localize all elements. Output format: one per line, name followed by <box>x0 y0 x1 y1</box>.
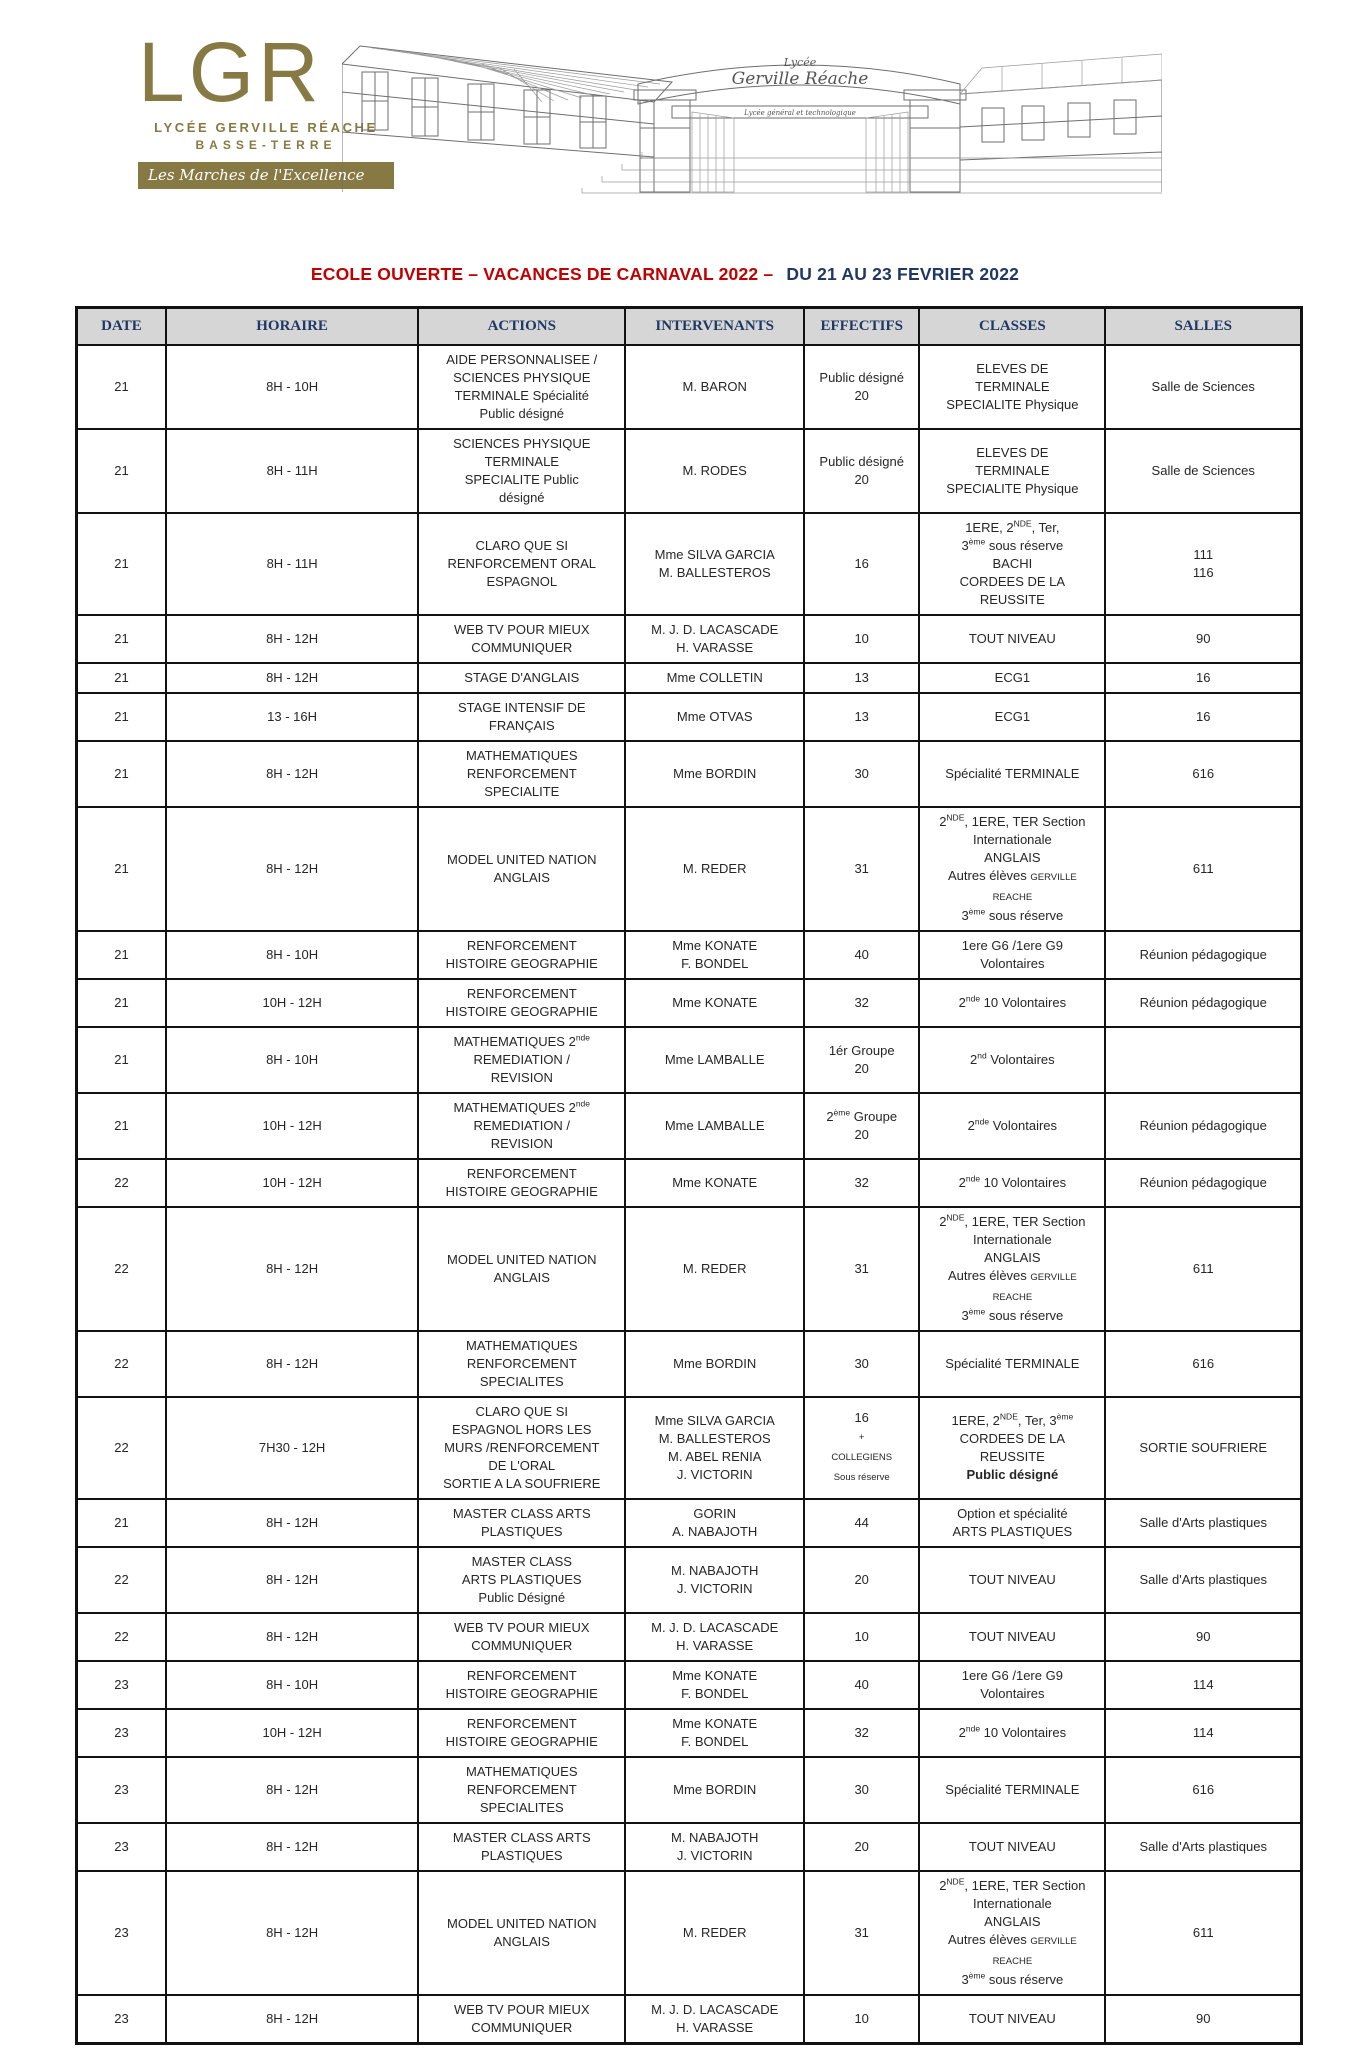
cell-classes: TOUT NIVEAU <box>919 1547 1105 1613</box>
cell-intervenants: M. REDER <box>625 1207 804 1331</box>
cell-horaire: 8H - 10H <box>166 931 418 979</box>
cell-classes: 1ere G6 /1ere G9 Volontaires <box>919 1661 1105 1709</box>
cell-date: 21 <box>77 979 166 1027</box>
cell-salles: 111 116 <box>1105 513 1301 615</box>
cell-horaire: 8H - 12H <box>166 807 418 931</box>
logo-school-name: LYCÉE GERVILLE RÉACHE <box>154 120 378 135</box>
cell-date: 21 <box>77 693 166 741</box>
gate-sign-top: Lycée <box>783 56 817 69</box>
cell-horaire: 10H - 12H <box>166 1159 418 1207</box>
cell-intervenants: Mme LAMBALLE <box>625 1027 804 1093</box>
cell-intervenants: M. NABAJOTH J. VICTORIN <box>625 1823 804 1871</box>
cell-actions: SCIENCES PHYSIQUE TERMINALE SPECIALITE Public désigné <box>418 429 625 513</box>
table-row <box>77 1613 1302 1661</box>
cell-actions: WEB TV POUR MIEUX COMMUNIQUER <box>418 615 625 663</box>
cell-horaire: 8H - 12H <box>166 663 418 693</box>
cell-salles: Salle de Sciences <box>1105 429 1301 513</box>
table-row <box>77 1823 1302 1871</box>
cell-salles: Réunion pédagogique <box>1105 979 1301 1027</box>
table-row <box>77 741 1302 807</box>
cell-actions: MODEL UNITED NATION ANGLAIS <box>418 807 625 931</box>
cell-actions: CLARO QUE SI ESPAGNOL HORS LES MURS /RENFORCEMENT DE L'ORAL SORTIE A LA SOUFRIERE <box>418 1397 625 1499</box>
table-row <box>77 1995 1302 2044</box>
cell-salles: Réunion pédagogique <box>1105 1093 1301 1159</box>
cell-intervenants: M. RODES <box>625 429 804 513</box>
cell-horaire: 8H - 10H <box>166 1027 418 1093</box>
cell-effectifs: 32 <box>804 979 919 1027</box>
cell-intervenants: M. J. D. LACASCADE H. VARASSE <box>625 1995 804 2044</box>
cell-effectifs: Public désigné 20 <box>804 429 919 513</box>
table-row <box>77 1661 1302 1709</box>
cell-intervenants: M. BARON <box>625 345 804 429</box>
cell-salles: 114 <box>1105 1709 1301 1757</box>
cell-horaire: 8H - 12H <box>166 1871 418 1995</box>
cell-actions: MATHEMATIQUES RENFORCEMENT SPECIALITES <box>418 1331 625 1397</box>
logo-city: BASSE-TERRE <box>195 138 337 152</box>
column-header: CLASSES <box>919 308 1105 346</box>
cell-intervenants: Mme BORDIN <box>625 1757 804 1823</box>
cell-actions: RENFORCEMENT HISTOIRE GEOGRAPHIE <box>418 1661 625 1709</box>
column-header: DATE <box>77 308 166 346</box>
document-title <box>0 264 1330 285</box>
cell-horaire: 8H - 11H <box>166 429 418 513</box>
cell-intervenants: M. REDER <box>625 1871 804 1995</box>
cell-actions: MASTER CLASS ARTS PLASTIQUES <box>418 1823 625 1871</box>
cell-effectifs: 40 <box>804 931 919 979</box>
table-row <box>77 1397 1302 1499</box>
cell-classes: 1ERE, 2NDE, Ter, 3ème CORDEES DE LA REUSSITE Public désigné <box>919 1397 1105 1499</box>
cell-date: 21 <box>77 931 166 979</box>
cell-date: 22 <box>77 1207 166 1331</box>
cell-classes: ELEVES DE TERMINALE SPECIALITE Physique <box>919 429 1105 513</box>
table-row <box>77 1709 1302 1757</box>
cell-date: 23 <box>77 1823 166 1871</box>
cell-intervenants: Mme SILVA GARCIA M. BALLESTEROS M. ABEL RENIA J. VICTORIN <box>625 1397 804 1499</box>
table-row <box>77 1499 1302 1547</box>
table-row <box>77 693 1302 741</box>
cell-horaire: 13 - 16H <box>166 693 418 741</box>
cell-actions: MASTER CLASS ARTS PLASTIQUES Public Désigné <box>418 1547 625 1613</box>
title-dates: DU 21 AU 23 FEVRIER 2022 <box>786 264 1020 284</box>
cell-horaire: 8H - 11H <box>166 513 418 615</box>
cell-effectifs: 31 <box>804 1207 919 1331</box>
cell-intervenants: Mme BORDIN <box>625 1331 804 1397</box>
table-row <box>77 345 1302 429</box>
cell-classes: 2NDE, 1ERE, TER Section Internationale ANGLAIS Autres élèves GERVILLE REACHE 3ème sous réserve <box>919 807 1105 931</box>
cell-classes: TOUT NIVEAU <box>919 1995 1105 2044</box>
cell-date: 22 <box>77 1331 166 1397</box>
cell-date: 22 <box>77 1159 166 1207</box>
cell-actions: MODEL UNITED NATION ANGLAIS <box>418 1871 625 1995</box>
cell-horaire: 10H - 12H <box>166 1093 418 1159</box>
cell-actions: MATHEMATIQUES 2nde REMEDIATION / REVISION <box>418 1027 625 1093</box>
cell-classes: TOUT NIVEAU <box>919 1823 1105 1871</box>
cell-actions: CLARO QUE SI RENFORCEMENT ORAL ESPAGNOL <box>418 513 625 615</box>
table-row <box>77 1871 1302 1995</box>
cell-horaire: 8H - 12H <box>166 1547 418 1613</box>
cell-classes: Option et spécialité ARTS PLASTIQUES <box>919 1499 1105 1547</box>
cell-intervenants: Mme COLLETIN <box>625 663 804 693</box>
cell-intervenants: Mme KONATE <box>625 1159 804 1207</box>
cell-effectifs: 10 <box>804 1995 919 2044</box>
cell-actions: RENFORCEMENT HISTOIRE GEOGRAPHIE <box>418 931 625 979</box>
cell-effectifs: 32 <box>804 1709 919 1757</box>
cell-intervenants: Mme KONATE F. BONDEL <box>625 1709 804 1757</box>
cell-classes: TOUT NIVEAU <box>919 1613 1105 1661</box>
cell-classes: 1ERE, 2NDE, Ter, 3ème sous réserve BACHI CORDEES DE LA REUSSITE <box>919 513 1105 615</box>
cell-salles: Salle d'Arts plastiques <box>1105 1547 1301 1613</box>
cell-salles: 90 <box>1105 615 1301 663</box>
cell-classes: ECG1 <box>919 693 1105 741</box>
cell-salles: 611 <box>1105 1871 1301 1995</box>
table-row <box>77 513 1302 615</box>
cell-salles: 616 <box>1105 1331 1301 1397</box>
cell-date: 21 <box>77 615 166 663</box>
column-header: HORAIRE <box>166 308 418 346</box>
cell-classes: ELEVES DE TERMINALE SPECIALITE Physique <box>919 345 1105 429</box>
cell-classes: Spécialité TERMINALE <box>919 1331 1105 1397</box>
cell-actions: RENFORCEMENT HISTOIRE GEOGRAPHIE <box>418 1159 625 1207</box>
cell-salles: 90 <box>1105 1613 1301 1661</box>
table-row <box>77 1093 1302 1159</box>
cell-effectifs: 31 <box>804 1871 919 1995</box>
cell-effectifs: 40 <box>804 1661 919 1709</box>
cell-classes: 2nde 10 Volontaires <box>919 1709 1105 1757</box>
cell-effectifs: 1ér Groupe 20 <box>804 1027 919 1093</box>
cell-effectifs: 32 <box>804 1159 919 1207</box>
cell-horaire: 8H - 12H <box>166 1613 418 1661</box>
cell-classes: 2nd Volontaires <box>919 1027 1105 1093</box>
cell-classes: Spécialité TERMINALE <box>919 741 1105 807</box>
cell-horaire: 8H - 12H <box>166 615 418 663</box>
cell-effectifs: 13 <box>804 693 919 741</box>
cell-salles: 16 <box>1105 663 1301 693</box>
cell-actions: MASTER CLASS ARTS PLASTIQUES <box>418 1499 625 1547</box>
cell-salles: 16 <box>1105 693 1301 741</box>
cell-effectifs: 16 + COLLEGIENS Sous réserve <box>804 1397 919 1499</box>
table-row <box>77 1207 1302 1331</box>
column-header: ACTIONS <box>418 308 625 346</box>
table-row <box>77 1757 1302 1823</box>
cell-date: 21 <box>77 1499 166 1547</box>
cell-date: 21 <box>77 1027 166 1093</box>
cell-classes: ECG1 <box>919 663 1105 693</box>
cell-actions: STAGE D'ANGLAIS <box>418 663 625 693</box>
cell-horaire: 8H - 12H <box>166 1823 418 1871</box>
cell-horaire: 7H30 - 12H <box>166 1397 418 1499</box>
cell-salles: 90 <box>1105 1995 1301 2044</box>
cell-effectifs: 20 <box>804 1547 919 1613</box>
column-header: SALLES <box>1105 308 1301 346</box>
cell-salles: 611 <box>1105 1207 1301 1331</box>
cell-horaire: 8H - 12H <box>166 741 418 807</box>
cell-effectifs: 2ème Groupe 20 <box>804 1093 919 1159</box>
table-header-row <box>77 308 1302 346</box>
schedule-table <box>75 306 1303 2045</box>
cell-horaire: 8H - 10H <box>166 1661 418 1709</box>
cell-intervenants: Mme LAMBALLE <box>625 1093 804 1159</box>
gate-sign-main: Gerville Réache <box>731 69 869 89</box>
cell-classes: 2nde Volontaires <box>919 1093 1105 1159</box>
cell-actions: RENFORCEMENT HISTOIRE GEOGRAPHIE <box>418 1709 625 1757</box>
table-row <box>77 663 1302 693</box>
cell-horaire: 8H - 12H <box>166 1757 418 1823</box>
cell-actions: WEB TV POUR MIEUX COMMUNIQUER <box>418 1613 625 1661</box>
campus-drawing <box>342 32 1162 197</box>
cell-horaire: 8H - 12H <box>166 1331 418 1397</box>
cell-date: 22 <box>77 1397 166 1499</box>
cell-date: 21 <box>77 429 166 513</box>
cell-actions: MATHEMATIQUES RENFORCEMENT SPECIALITE <box>418 741 625 807</box>
cell-actions: WEB TV POUR MIEUX COMMUNIQUER <box>418 1995 625 2044</box>
cell-effectifs: 30 <box>804 741 919 807</box>
cell-salles: 611 <box>1105 807 1301 931</box>
table-row <box>77 1331 1302 1397</box>
cell-intervenants: M. REDER <box>625 807 804 931</box>
cell-effectifs: Public désigné 20 <box>804 345 919 429</box>
table-row <box>77 807 1302 931</box>
cell-date: 21 <box>77 513 166 615</box>
cell-horaire: 8H - 12H <box>166 1995 418 2044</box>
table-row <box>77 429 1302 513</box>
cell-actions: STAGE INTENSIF DE FRANÇAIS <box>418 693 625 741</box>
cell-intervenants: Mme OTVAS <box>625 693 804 741</box>
cell-date: 23 <box>77 1995 166 2044</box>
cell-salles: Réunion pédagogique <box>1105 931 1301 979</box>
cell-effectifs: 10 <box>804 1613 919 1661</box>
cell-effectifs: 16 <box>804 513 919 615</box>
cell-actions: MODEL UNITED NATION ANGLAIS <box>418 1207 625 1331</box>
cell-intervenants: GORIN A. NABAJOTH <box>625 1499 804 1547</box>
cell-horaire: 10H - 12H <box>166 1709 418 1757</box>
cell-actions: MATHEMATIQUES 2nde REMEDIATION / REVISION <box>418 1093 625 1159</box>
cell-salles: 616 <box>1105 741 1301 807</box>
cell-date: 21 <box>77 741 166 807</box>
cell-effectifs: 30 <box>804 1757 919 1823</box>
cell-salles: 616 <box>1105 1757 1301 1823</box>
table-row <box>77 615 1302 663</box>
campus-drawing-svg <box>342 32 1162 197</box>
cell-classes: 2nde 10 Volontaires <box>919 979 1105 1027</box>
cell-effectifs: 44 <box>804 1499 919 1547</box>
cell-classes: 1ere G6 /1ere G9 Volontaires <box>919 931 1105 979</box>
cell-salles: Réunion pédagogique <box>1105 1159 1301 1207</box>
cell-effectifs: 13 <box>804 663 919 693</box>
cell-classes: TOUT NIVEAU <box>919 615 1105 663</box>
table-row <box>77 1547 1302 1613</box>
cell-intervenants: Mme SILVA GARCIA M. BALLESTEROS <box>625 513 804 615</box>
cell-classes: 2NDE, 1ERE, TER Section Internationale ANGLAIS Autres élèves GERVILLE REACHE 3ème sous réserve <box>919 1207 1105 1331</box>
cell-intervenants: Mme KONATE F. BONDEL <box>625 931 804 979</box>
cell-date: 21 <box>77 663 166 693</box>
table-row <box>77 1027 1302 1093</box>
table-row <box>77 979 1302 1027</box>
cell-salles: SORTIE SOUFRIERE <box>1105 1397 1301 1499</box>
logo-acronym: LGR <box>138 25 323 119</box>
cell-date: 22 <box>77 1613 166 1661</box>
cell-horaire: 8H - 12H <box>166 1499 418 1547</box>
cell-date: 23 <box>77 1709 166 1757</box>
cell-effectifs: 30 <box>804 1331 919 1397</box>
cell-intervenants: Mme KONATE F. BONDEL <box>625 1661 804 1709</box>
cell-salles: Salle d'Arts plastiques <box>1105 1823 1301 1871</box>
title-event: ECOLE OUVERTE – VACANCES DE CARNAVAL 2022 – <box>310 264 774 284</box>
cell-intervenants: M. J. D. LACASCADE H. VARASSE <box>625 615 804 663</box>
cell-date: 21 <box>77 345 166 429</box>
cell-intervenants: M. J. D. LACASCADE H. VARASSE <box>625 1613 804 1661</box>
gate-sign-sub: Lycée général et technologique <box>744 109 856 117</box>
cell-classes: 2NDE, 1ERE, TER Section Internationale ANGLAIS Autres élèves GERVILLE REACHE 3ème sous réserve <box>919 1871 1105 1995</box>
cell-salles: 114 <box>1105 1661 1301 1709</box>
cell-classes: Spécialité TERMINALE <box>919 1757 1105 1823</box>
cell-date: 23 <box>77 1757 166 1823</box>
cell-effectifs: 31 <box>804 807 919 931</box>
cell-horaire: 8H - 10H <box>166 345 418 429</box>
logo-motto-banner: Les Marches de l'Excellence <box>138 162 394 189</box>
cell-classes: 2nde 10 Volontaires <box>919 1159 1105 1207</box>
cell-date: 23 <box>77 1871 166 1995</box>
cell-intervenants: M. NABAJOTH J. VICTORIN <box>625 1547 804 1613</box>
table-row <box>77 931 1302 979</box>
cell-horaire: 10H - 12H <box>166 979 418 1027</box>
column-header: INTERVENANTS <box>625 308 804 346</box>
cell-effectifs: 10 <box>804 615 919 663</box>
cell-intervenants: Mme BORDIN <box>625 741 804 807</box>
cell-actions: AIDE PERSONNALISEE / SCIENCES PHYSIQUE TERMINALE Spécialité Public désigné <box>418 345 625 429</box>
cell-intervenants: Mme KONATE <box>625 979 804 1027</box>
cell-salles: Salle d'Arts plastiques <box>1105 1499 1301 1547</box>
cell-date: 21 <box>77 1093 166 1159</box>
cell-effectifs: 20 <box>804 1823 919 1871</box>
table-row <box>77 1159 1302 1207</box>
column-header: EFFECTIFS <box>804 308 919 346</box>
cell-horaire: 8H - 12H <box>166 1207 418 1331</box>
cell-salles: Salle de Sciences <box>1105 345 1301 429</box>
cell-date: 22 <box>77 1547 166 1613</box>
cell-date: 23 <box>77 1661 166 1709</box>
cell-date: 21 <box>77 807 166 931</box>
cell-actions: RENFORCEMENT HISTOIRE GEOGRAPHIE <box>418 979 625 1027</box>
cell-salles <box>1105 1027 1301 1093</box>
cell-actions: MATHEMATIQUES RENFORCEMENT SPECIALITES <box>418 1757 625 1823</box>
